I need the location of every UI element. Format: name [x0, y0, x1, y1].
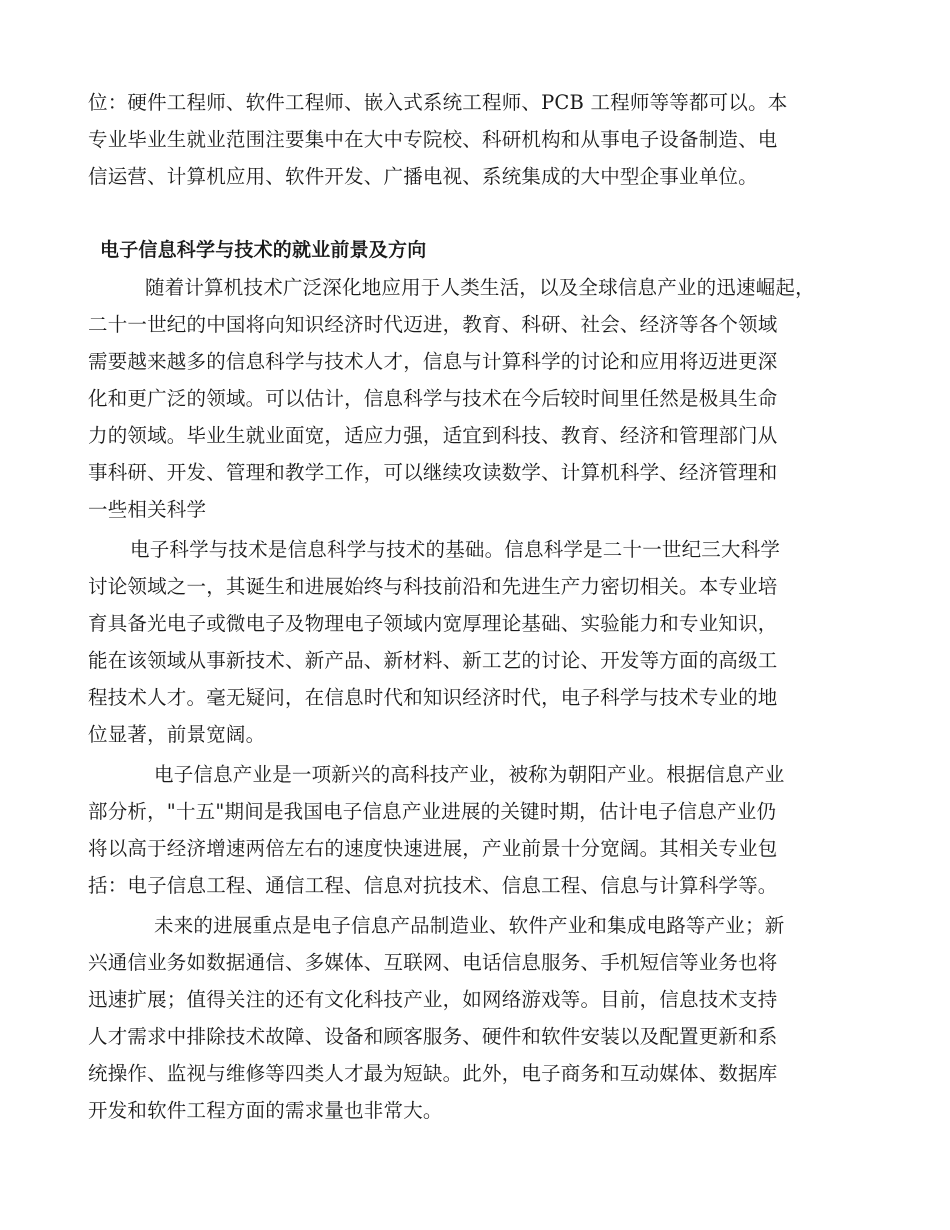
intro-line: 信运营、计算机应用、软件开发、广播电视、系统集成的大中型企事业单位。: [88, 165, 758, 188]
paragraph-line: 括：电子信息工程、通信工程、信息对抗技术、信息工程、信息与计算科学等。: [88, 874, 778, 897]
paragraph-line: 事科研、开发、管理和教学工作，可以继续攻读数学、计算机科学、经济管理和: [88, 461, 778, 484]
paragraph-line: 育具备光电子或微电子及物理电子领域内宽厚理论基础、实验能力和专业知识，: [88, 612, 778, 635]
intro-line: 位：硬件工程师、软件工程师、嵌入式系统工程师、PCB 工程师等等都可以。本: [88, 91, 788, 114]
paragraph-line: 能在该领域从事新技术、新产品、新材料、新工艺的讨论、开发等方面的高级工: [88, 649, 778, 672]
paragraph-line: 部分析，"十五"期间是我国电子信息产业进展的关键时期，估计电子信息产业仍: [88, 800, 777, 823]
paragraph-line: 力的领域。毕业生就业面宽，适应力强，适宜到科技、教育、经济和管理部门从: [88, 424, 778, 447]
paragraph-line: 未来的进展重点是电子信息产品制造业、软件产业和集成电路等产业；新: [154, 914, 785, 937]
paragraph-line: 程技术人才。毫无疑问，在信息时代和知识经济时代，电子科学与技术专业的地: [88, 686, 778, 709]
paragraph-line: 二十一世纪的中国将向知识经济时代迈进，教育、科研、社会、经济等各个领域: [88, 313, 778, 336]
paragraph-line: 需要越来越多的信息科学与技术人才，信息与计算科学的讨论和应用将迈进更深: [88, 350, 778, 373]
paragraph-line: 统操作、监视与维修等四类人才最为短缺。此外，电子商务和互动媒体、数据库: [88, 1062, 778, 1085]
paragraph-line: 一些相关科学: [88, 498, 207, 521]
paragraph-line: 化和更广泛的领域。可以估计，信息科学与技术在今后较时间里任然是极具生命: [88, 387, 778, 410]
paragraph-line: 电子科学与技术是信息科学与技术的基础。信息科学是二十一世纪三大科学: [130, 538, 781, 561]
paragraph-line: 电子信息产业是一项新兴的高科技产业，被称为朝阳产业。根据信息产业: [154, 763, 785, 786]
paragraph-line: 位显著，前景宽阔。: [88, 723, 266, 746]
section-heading: 电子信息科学与技术的就业前景及方向: [100, 239, 427, 261]
paragraph-line: 兴通信业务如数据通信、多媒体、互联网、电话信息服务、手机短信等业务也将: [88, 951, 778, 974]
paragraph-line: 将以高于经济增速两倍左右的速度快速进展，产业前景十分宽阔。其相关专业包: [88, 837, 778, 860]
paragraph-line: 人才需求中排除技术故障、设备和顾客服务、硬件和软件安装以及配置更新和系: [88, 1025, 778, 1048]
paragraph-line: 迅速扩展；值得关注的还有文化科技产业，如网络游戏等。目前，信息技术支持: [88, 988, 778, 1011]
paragraph-line: 随着计算机技术广泛深化地应用于人类生活，以及全球信息产业的迅速崛起，: [145, 276, 815, 299]
paragraph-line: 开发和软件工程方面的需求量也非常大。: [88, 1099, 443, 1122]
intro-line: 专业毕业生就业范围注要集中在大中专院校、科研机构和从事电子设备制造、电: [88, 128, 778, 151]
paragraph-line: 讨论领域之一，其诞生和进展始终与科技前沿和先进生产力密切相关。本专业培: [88, 575, 778, 598]
